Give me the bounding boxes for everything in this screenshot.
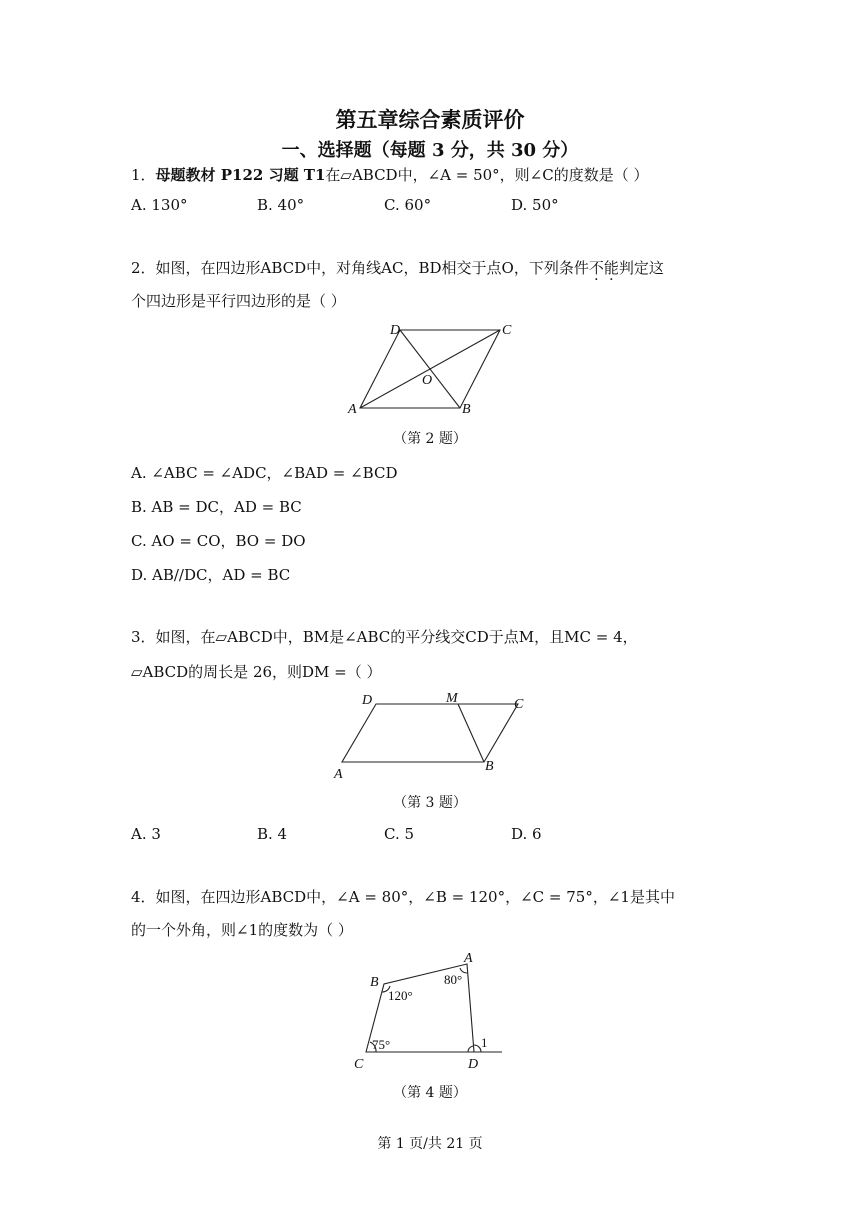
label-b: B bbox=[485, 759, 494, 774]
label-b: B bbox=[370, 975, 379, 990]
q2-option-c: C. AO = CO，BO = DO bbox=[131, 532, 306, 550]
label-c: C bbox=[514, 697, 524, 712]
q3-option-d: D. 6 bbox=[511, 825, 542, 843]
label-m: M bbox=[446, 691, 458, 706]
q2-option-d: D. AB//DC，AD = BC bbox=[131, 566, 291, 584]
question-text: 在⏥ABCD中，∠A = 50°，则∠C的度数是（ ） bbox=[325, 166, 649, 184]
figure-q4 bbox=[350, 948, 510, 1073]
question-2-line-1 bbox=[131, 257, 664, 278]
label-a: A bbox=[334, 767, 343, 782]
figure-caption: （第 4 题） bbox=[393, 1085, 467, 1101]
label-c: C bbox=[354, 1057, 364, 1072]
label-d: D bbox=[362, 693, 373, 708]
label-b: B bbox=[462, 402, 471, 417]
angle-a-label: 80° bbox=[444, 972, 463, 987]
q1-option-b: B. 40° bbox=[257, 196, 305, 214]
question-3-line-2: ⏥ABCD的周长是 26，则DM =（ ） bbox=[131, 663, 382, 681]
label-d: D bbox=[390, 323, 401, 338]
question-2-line-2: 个四边形是平行四边形的是（ ） bbox=[131, 292, 346, 310]
emphasis-char: 不 bbox=[588, 259, 604, 277]
label-a: A bbox=[464, 951, 473, 966]
angle-c-label: 75° bbox=[372, 1037, 391, 1052]
question-source: 母题教材 P122 习题 T1 bbox=[155, 166, 326, 184]
q2-option-b: B. AB = DC，AD = BC bbox=[131, 498, 302, 516]
question-4-line-2: 的一个外角，则∠1的度数为（ ） bbox=[131, 921, 353, 939]
label-c: C bbox=[502, 323, 512, 338]
q1-option-d: D. 50° bbox=[511, 196, 559, 214]
angle-1-label: 1 bbox=[481, 1035, 488, 1050]
q3-option-b: B. 4 bbox=[257, 825, 288, 843]
figure-caption: （第 3 题） bbox=[393, 795, 467, 811]
page-title: 第五章综合素质评价 bbox=[335, 107, 525, 132]
q1-option-a: A. 130° bbox=[131, 196, 188, 214]
question-1 bbox=[131, 164, 649, 185]
question-number: 1． bbox=[131, 166, 156, 184]
question-4-line-1: 4．如图，在四边形ABCD中，∠A = 80°，∠B = 120°，∠C = 75°，∠1是其中 bbox=[131, 888, 675, 906]
question-text: 判定这 bbox=[618, 259, 664, 277]
figure-q2 bbox=[340, 318, 520, 418]
section-heading: 一、选择题（每题 3 分，共 30 分） bbox=[281, 140, 579, 161]
label-o: O bbox=[422, 373, 433, 388]
page-footer: 第 1 页/共 21 页 bbox=[377, 1136, 483, 1152]
emphasis-char: 能 bbox=[603, 259, 619, 277]
q3-option-a: A. 3 bbox=[131, 825, 161, 843]
label-d: D bbox=[468, 1057, 479, 1072]
label-a: A bbox=[348, 402, 357, 417]
q3-option-c: C. 5 bbox=[384, 825, 415, 843]
angle-b-label: 120° bbox=[388, 988, 413, 1003]
figure-caption: （第 2 题） bbox=[393, 431, 467, 447]
q1-option-c: C. 60° bbox=[384, 196, 432, 214]
figure-q3 bbox=[330, 688, 530, 783]
question-3-line-1: 3．如图，在⏥ABCD中，BM是∠ABC的平分线交CD于点M，且MC = 4， bbox=[131, 628, 638, 646]
question-text: 2．如图，在四边形ABCD中，对角线AC，BD相交于点O，下列条件 bbox=[131, 259, 589, 277]
q2-option-a: A. ∠ABC = ∠ADC，∠BAD = ∠BCD bbox=[131, 464, 398, 482]
